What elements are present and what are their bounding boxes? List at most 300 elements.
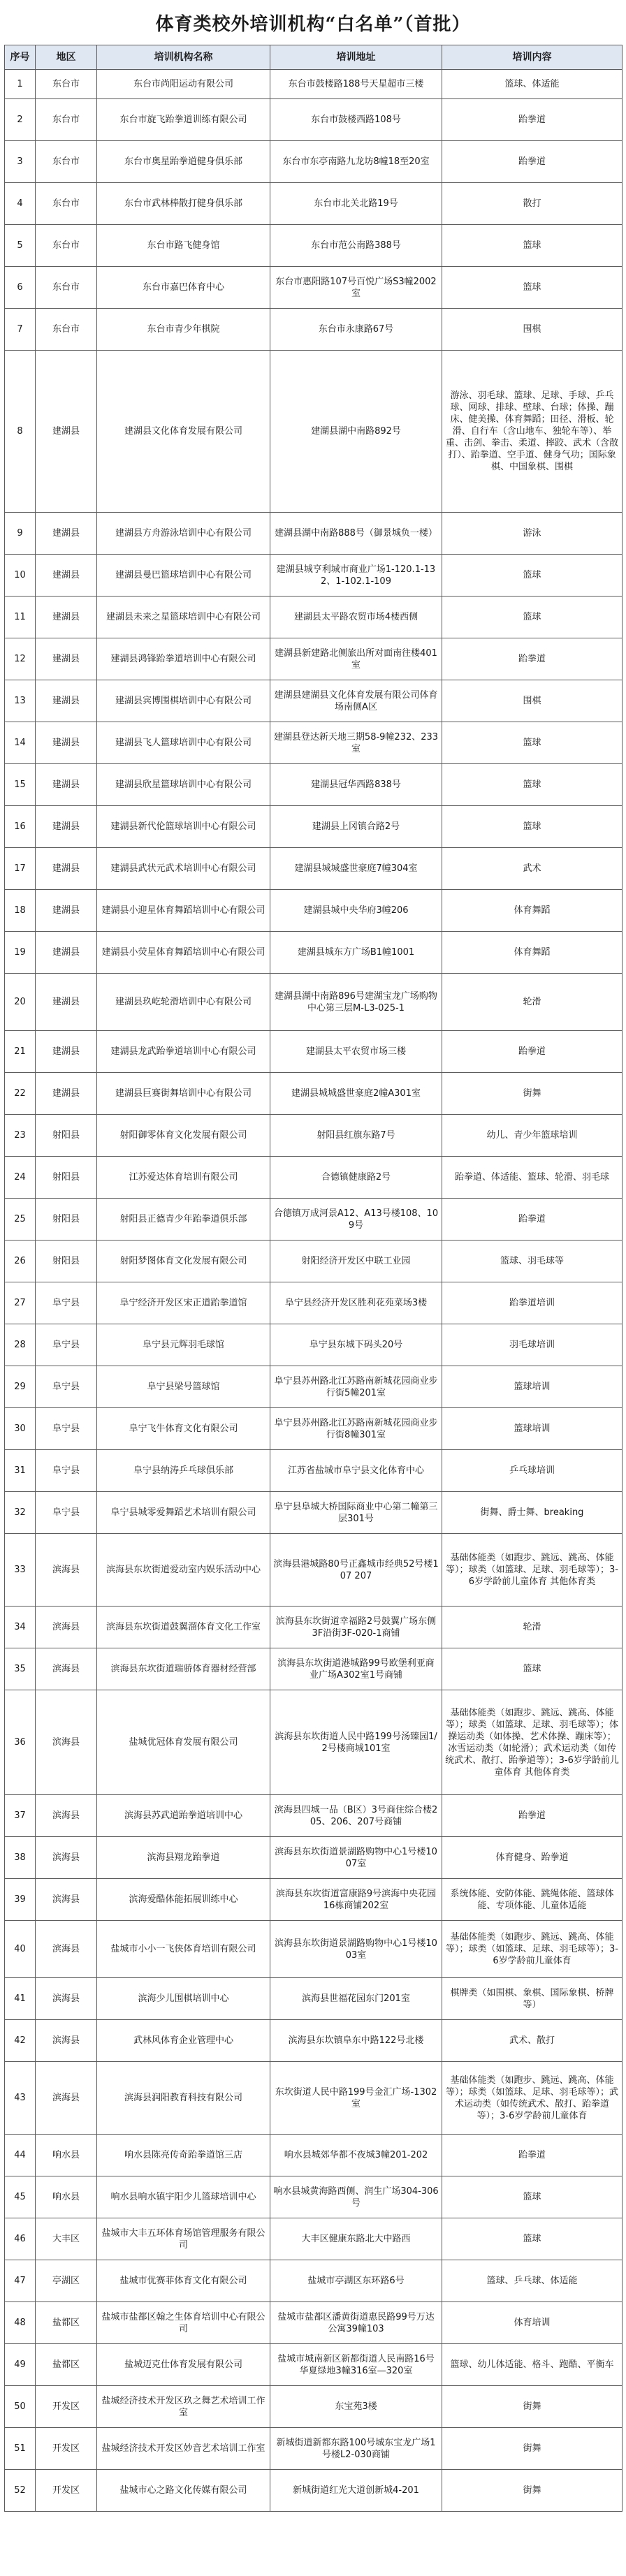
cell-address: 射阳县红旗东路7号	[270, 1115, 442, 1157]
cell-address: 合德镇健康路2号	[270, 1157, 442, 1199]
cell-content: 篮球	[442, 2218, 623, 2260]
header-no: 序号	[5, 45, 36, 70]
cell-no: 39	[5, 1879, 36, 1921]
cell-content: 街舞	[442, 2470, 623, 2512]
table-row	[5, 848, 623, 890]
cell-address: 东台市范公南路388号	[270, 225, 442, 267]
cell-address: 滨海县东坎街道幸福路2号鼓翼广场东侧3F沿街3F-020-1商铺	[270, 1607, 442, 1648]
cell-content: 跆拳道	[442, 2135, 623, 2176]
cell-no: 49	[5, 2344, 36, 2386]
cell-name: 滨海县东坎街道瑞骄体育器材经营部	[97, 1648, 270, 1690]
cell-content: 跆拳道	[442, 1199, 623, 1241]
cell-name: 射阳县正德青少年跆拳道俱乐部	[97, 1199, 270, 1241]
cell-address: 东台市鼓楼西路108号	[270, 99, 442, 141]
cell-no: 50	[5, 2386, 36, 2428]
cell-region: 滨海县	[36, 1690, 97, 1795]
table-row	[5, 2218, 623, 2260]
page-title: 体育类校外培训机构“白名单”（首批）	[155, 13, 471, 35]
cell-name: 盐城经济技术开发区妙音艺术培训工作室	[97, 2428, 270, 2470]
cell-no: 41	[5, 1978, 36, 2020]
header-name: 培训机构名称	[97, 45, 270, 70]
cell-name: 东台市奥星跆拳道健身俱乐部	[97, 141, 270, 183]
table-row	[5, 513, 623, 555]
cell-address: 滨海县东坎街道景湖路购物中心1号楼1003室	[270, 1921, 442, 1978]
cell-address: 大丰区健康东路北大中路西	[270, 2218, 442, 2260]
cell-no: 8	[5, 351, 36, 513]
cell-content: 轮滑	[442, 974, 623, 1031]
cell-address: 建湖县登达新天地三期58-9幢232、233室	[270, 722, 442, 764]
cell-no: 45	[5, 2176, 36, 2218]
table-row	[5, 555, 623, 597]
cell-content: 基础体能类（如跑步、跳远、跳高、体能等）；球类（如篮球、足球、羽毛球等）；武术运动类（如传统武术、散打、跆拳道等）；3-6岁学龄前儿童体育	[442, 2062, 623, 2135]
cell-region: 滨海县	[36, 1837, 97, 1879]
cell-region: 建湖县	[36, 974, 97, 1031]
cell-name: 东台市旋飞跆拳道训练有限公司	[97, 99, 270, 141]
cell-address: 滨海县东坎镇阜东中路122号北楼	[270, 2020, 442, 2062]
cell-content: 街舞、爵士舞、breaking	[442, 1492, 623, 1534]
cell-no: 12	[5, 638, 36, 680]
cell-address: 建湖县城中央华府3幢206	[270, 890, 442, 932]
cell-content: 游泳	[442, 513, 623, 555]
cell-content: 跆拳道	[442, 1795, 623, 1837]
cell-region: 滨海县	[36, 2020, 97, 2062]
cell-no: 48	[5, 2302, 36, 2344]
cell-region: 开发区	[36, 2470, 97, 2512]
cell-region: 滨海县	[36, 1921, 97, 1978]
cell-name: 建湖县巨赛街舞培训中心有限公司	[97, 1073, 270, 1115]
cell-content: 棋牌类（如围棋、象棋、国际象棋、桥牌等）	[442, 1978, 623, 2020]
cell-no: 47	[5, 2260, 36, 2302]
cell-region: 射阳县	[36, 1241, 97, 1282]
cell-no: 27	[5, 1282, 36, 1324]
table-row	[5, 2344, 623, 2386]
cell-name: 射阳御零体育文化发展有限公司	[97, 1115, 270, 1157]
header-row	[5, 45, 623, 70]
cell-name: 东台市路飞健身馆	[97, 225, 270, 267]
table-row	[5, 2135, 623, 2176]
cell-content: 游泳、羽毛球、篮球、足球、手球、乒乓球、网球、排球、壁球、台球；体操、蹦床、健美操、体育舞蹈；田径、滑板、轮滑、自行车（含山地车、独轮车等）、举重、击剑、拳击、柔道、摔跤、武术（含散打）、跆拳道、空手道、健身气功；国际象棋、中国象棋、围棋	[442, 351, 623, 513]
table-row	[5, 1157, 623, 1199]
cell-region: 射阳县	[36, 1199, 97, 1241]
cell-content: 篮球	[442, 597, 623, 638]
cell-name: 建湖县小迎星体育舞蹈培训中心有限公司	[97, 890, 270, 932]
cell-name: 建湖县曼巴篮球培训中心有限公司	[97, 555, 270, 597]
cell-name: 武林风体育企业管理中心	[97, 2020, 270, 2062]
cell-region: 射阳县	[36, 1115, 97, 1157]
table-row	[5, 2386, 623, 2428]
cell-name: 滨海县润阳教育科技有限公司	[97, 2062, 270, 2135]
table-row	[5, 1324, 623, 1366]
table-row	[5, 806, 623, 848]
cell-address: 建湖县城东方广场B1幢1001	[270, 932, 442, 974]
cell-address: 建湖县城城盛世豪庭7幢304室	[270, 848, 442, 890]
cell-address: 滨海县东坎街道港城路99号欧堡利亚商业广场A302室1号商铺	[270, 1648, 442, 1690]
cell-region: 建湖县	[36, 764, 97, 806]
cell-name: 滨海县翔龙跆拳道	[97, 1837, 270, 1879]
cell-address: 盐城市亭湖区东环路6号	[270, 2260, 442, 2302]
cell-name: 滨海爱酷体能拓展训练中心	[97, 1879, 270, 1921]
table-row	[5, 141, 623, 183]
cell-region: 建湖县	[36, 932, 97, 974]
cell-address: 阜宁县苏州路北江苏路南新城花园商业步行街5幢201室	[270, 1366, 442, 1408]
table-row	[5, 1073, 623, 1115]
cell-content: 篮球	[442, 225, 623, 267]
cell-address: 盐城市盐都区潘黄街道惠民路99号万达公寓39幢103	[270, 2302, 442, 2344]
table-row	[5, 890, 623, 932]
table-row	[5, 1921, 623, 1978]
cell-region: 滨海县	[36, 1795, 97, 1837]
cell-no: 16	[5, 806, 36, 848]
cell-no: 25	[5, 1199, 36, 1241]
cell-content: 体育健身、跆拳道	[442, 1837, 623, 1879]
cell-no: 19	[5, 932, 36, 974]
cell-content: 基础体能类（如跑步、跳远、跳高、体能等）；球类（如篮球、足球、羽毛球等）；3-6岁学龄前儿童体育 其他体育类	[442, 1534, 623, 1607]
cell-address: 江苏省盐城市阜宁县文化体育中心	[270, 1450, 442, 1492]
table-row	[5, 1648, 623, 1690]
cell-region: 盐都区	[36, 2344, 97, 2386]
cell-address: 建湖县新建路北侧旅出所对面南往楼401室	[270, 638, 442, 680]
table-row	[5, 974, 623, 1031]
cell-content: 系统体能、安防体能、跳绳体能、篮球体能、专项体能、儿童体适能	[442, 1879, 623, 1921]
table-row	[5, 1199, 623, 1241]
cell-no: 46	[5, 2218, 36, 2260]
table-row	[5, 309, 623, 351]
cell-no: 15	[5, 764, 36, 806]
cell-content: 围棋	[442, 309, 623, 351]
table-row	[5, 225, 623, 267]
cell-content: 篮球、幼儿体适能、格斗、跑酷、平衡车	[442, 2344, 623, 2386]
cell-content: 跆拳道、体适能、篮球、轮滑、羽毛球	[442, 1157, 623, 1199]
cell-name: 建湖县宾博围棋培训中心有限公司	[97, 680, 270, 722]
table-row	[5, 1408, 623, 1450]
cell-content: 幼儿、青少年篮球培训	[442, 1115, 623, 1157]
cell-name: 盐城迈克仕体育发展有限公司	[97, 2344, 270, 2386]
cell-region: 阜宁县	[36, 1324, 97, 1366]
cell-no: 31	[5, 1450, 36, 1492]
cell-region: 开发区	[36, 2428, 97, 2470]
cell-no: 43	[5, 2062, 36, 2135]
cell-address: 滨海县世福花园东门201室	[270, 1978, 442, 2020]
table-row	[5, 1837, 623, 1879]
table-row	[5, 2062, 623, 2135]
cell-name: 盐城市小小一飞侠体育培训有限公司	[97, 1921, 270, 1978]
cell-region: 阜宁县	[36, 1366, 97, 1408]
cell-no: 10	[5, 555, 36, 597]
cell-address: 建湖县城城盛世豪庭2幢A301室	[270, 1073, 442, 1115]
cell-region: 东台市	[36, 309, 97, 351]
header-region: 地区	[36, 45, 97, 70]
cell-content: 篮球培训	[442, 1366, 623, 1408]
table-row	[5, 1879, 623, 1921]
cell-region: 滨海县	[36, 2062, 97, 2135]
cell-content: 跆拳道	[442, 1031, 623, 1073]
cell-content: 篮球	[442, 764, 623, 806]
cell-address: 东台市北关北路19号	[270, 183, 442, 225]
cell-name: 阜宁县纳涛乒乓球俱乐部	[97, 1450, 270, 1492]
table-row	[5, 183, 623, 225]
cell-address: 建湖县湖中南路896号建湖宝龙广场购物中心第三层M-L3-025-1	[270, 974, 442, 1031]
cell-no: 38	[5, 1837, 36, 1879]
cell-region: 滨海县	[36, 1607, 97, 1648]
table-body	[5, 70, 623, 2512]
cell-region: 建湖县	[36, 806, 97, 848]
cell-address: 响水县城郊华都不夜城3幢201-202	[270, 2135, 442, 2176]
cell-address: 响水县城黄海路西侧、润生广场304-306号	[270, 2176, 442, 2218]
cell-no: 14	[5, 722, 36, 764]
cell-no: 26	[5, 1241, 36, 1282]
cell-content: 散打	[442, 183, 623, 225]
cell-region: 建湖县	[36, 848, 97, 890]
cell-name: 盐城市优赛菲体育文化有限公司	[97, 2260, 270, 2302]
cell-content: 围棋	[442, 680, 623, 722]
table-row	[5, 1282, 623, 1324]
table-row	[5, 932, 623, 974]
cell-name: 盐城市大丰五环体育场馆管理服务有限公司	[97, 2218, 270, 2260]
cell-address: 建湖县冠华西路838号	[270, 764, 442, 806]
table-row	[5, 1534, 623, 1607]
cell-region: 阜宁县	[36, 1450, 97, 1492]
cell-address: 滨海县东坎街道景湖路购物中心1号楼1007室	[270, 1837, 442, 1879]
cell-region: 建湖县	[36, 555, 97, 597]
cell-no: 28	[5, 1324, 36, 1366]
cell-region: 东台市	[36, 267, 97, 309]
cell-address: 建湖县湖中南路892号	[270, 351, 442, 513]
cell-address: 东宝苑3楼	[270, 2386, 442, 2428]
cell-region: 建湖县	[36, 513, 97, 555]
cell-content: 基础体能类（如跑步、跳远、跳高、体能等）；球类（如篮球、足球、羽毛球等）；体操运动类（如体操、艺术体操、蹦床等）；冰雪运动类（如轮滑）；武术运动类（如传统武术、散打、跆拳道等）；3-6岁学龄前儿童体育 其他体育类	[442, 1690, 623, 1795]
table-row	[5, 1115, 623, 1157]
cell-region: 东台市	[36, 99, 97, 141]
cell-region: 阜宁县	[36, 1492, 97, 1534]
cell-no: 42	[5, 2020, 36, 2062]
cell-region: 响水县	[36, 2135, 97, 2176]
cell-content: 篮球、体适能	[442, 70, 623, 99]
cell-name: 建湖县鸿锋跆拳道培训中心有限公司	[97, 638, 270, 680]
cell-no: 17	[5, 848, 36, 890]
cell-region: 东台市	[36, 141, 97, 183]
cell-name: 建湖县小荧星体育舞蹈培训中心有限公司	[97, 932, 270, 974]
cell-name: 阜宁飞牛体育文化有限公司	[97, 1408, 270, 1450]
cell-no: 13	[5, 680, 36, 722]
cell-content: 体育舞蹈	[442, 890, 623, 932]
cell-no: 7	[5, 309, 36, 351]
cell-name: 滨海县东坎街道鼓翼溜体育文化工作室	[97, 1607, 270, 1648]
cell-name: 盐城优冠体育发展有限公司	[97, 1690, 270, 1795]
cell-name: 射阳梦图体育文化发展有限公司	[97, 1241, 270, 1282]
cell-region: 阜宁县	[36, 1408, 97, 1450]
cell-region: 建湖县	[36, 680, 97, 722]
table-row	[5, 2470, 623, 2512]
cell-region: 滨海县	[36, 1534, 97, 1607]
cell-content: 轮滑	[442, 1607, 623, 1648]
cell-name: 响水县响水镇宇阳少儿篮球培训中心	[97, 2176, 270, 2218]
cell-name: 建湖县武状元武术培训中心有限公司	[97, 848, 270, 890]
cell-region: 东台市	[36, 70, 97, 99]
cell-name: 阜宁县梁号篮球馆	[97, 1366, 270, 1408]
table-row	[5, 722, 623, 764]
cell-region: 滨海县	[36, 1648, 97, 1690]
cell-no: 18	[5, 890, 36, 932]
cell-name: 阜宁县城零爱舞蹈艺术培训有限公司	[97, 1492, 270, 1534]
table-row	[5, 597, 623, 638]
cell-name: 东台市青少年棋院	[97, 309, 270, 351]
cell-region: 大丰区	[36, 2218, 97, 2260]
cell-no: 32	[5, 1492, 36, 1534]
cell-no: 3	[5, 141, 36, 183]
cell-region: 东台市	[36, 183, 97, 225]
cell-region: 东台市	[36, 225, 97, 267]
cell-name: 滨海少儿围棋培训中心	[97, 1978, 270, 2020]
table-row	[5, 70, 623, 99]
cell-no: 5	[5, 225, 36, 267]
cell-address: 阜宁县经济开发区胜利花苑菜场3楼	[270, 1282, 442, 1324]
table-row	[5, 1492, 623, 1534]
cell-content: 篮球	[442, 722, 623, 764]
cell-content: 乒乓球培训	[442, 1450, 623, 1492]
cell-no: 23	[5, 1115, 36, 1157]
table-row	[5, 1607, 623, 1648]
cell-content: 街舞	[442, 1073, 623, 1115]
cell-name: 阜宁县元辉羽毛球馆	[97, 1324, 270, 1366]
cell-address: 新城街道红光大道创新城4-201	[270, 2470, 442, 2512]
cell-region: 建湖县	[36, 1031, 97, 1073]
table-row	[5, 1795, 623, 1837]
table-row	[5, 680, 623, 722]
table-row	[5, 2020, 623, 2062]
cell-no: 2	[5, 99, 36, 141]
table-row	[5, 764, 623, 806]
cell-region: 开发区	[36, 2386, 97, 2428]
cell-name: 江苏爱达体育培训有限公司	[97, 1157, 270, 1199]
table-row	[5, 1978, 623, 2020]
cell-no: 52	[5, 2470, 36, 2512]
cell-name: 建湖县文化体育发展有限公司	[97, 351, 270, 513]
cell-region: 滨海县	[36, 1978, 97, 2020]
cell-no: 37	[5, 1795, 36, 1837]
cell-address: 东台市永康路67号	[270, 309, 442, 351]
cell-address: 东台市惠阳路107号百悦广场S3幢2002室	[270, 267, 442, 309]
cell-region: 建湖县	[36, 890, 97, 932]
cell-region: 建湖县	[36, 351, 97, 513]
cell-address: 阜宁县阜城大桥国际商业中心第二幢第三层301号	[270, 1492, 442, 1534]
whitelist-table	[4, 45, 623, 2512]
cell-content: 篮球	[442, 806, 623, 848]
cell-address: 建湖县建湖县文化体育发展有限公司体育场南侧A区	[270, 680, 442, 722]
cell-no: 44	[5, 2135, 36, 2176]
table-row	[5, 1450, 623, 1492]
cell-name: 建湖县方舟游泳培训中心有限公司	[97, 513, 270, 555]
cell-address: 滨海县港城路80号正鑫城市经典52号楼107 207	[270, 1534, 442, 1607]
cell-address: 建湖县上冈镇合路2号	[270, 806, 442, 848]
cell-content: 武术	[442, 848, 623, 890]
table-row	[5, 1241, 623, 1282]
cell-region: 响水县	[36, 2176, 97, 2218]
cell-name: 建湖县玖屹轮滑培训中心有限公司	[97, 974, 270, 1031]
cell-no: 40	[5, 1921, 36, 1978]
cell-no: 35	[5, 1648, 36, 1690]
cell-no: 6	[5, 267, 36, 309]
cell-region: 盐都区	[36, 2302, 97, 2344]
cell-content: 篮球、羽毛球等	[442, 1241, 623, 1282]
cell-name: 盐城市盐都区翰之生体育培训中心有限公司	[97, 2302, 270, 2344]
table-row	[5, 1690, 623, 1795]
cell-content: 篮球	[442, 2176, 623, 2218]
cell-no: 30	[5, 1408, 36, 1450]
cell-content: 篮球	[442, 555, 623, 597]
cell-address: 阜宁县苏州路北江苏路南新城花园商业步行街8幢301室	[270, 1408, 442, 1450]
cell-region: 建湖县	[36, 638, 97, 680]
table-row	[5, 2176, 623, 2218]
cell-no: 1	[5, 70, 36, 99]
cell-no: 21	[5, 1031, 36, 1073]
cell-content: 体育培训	[442, 2302, 623, 2344]
table-row	[5, 2260, 623, 2302]
cell-name: 盐城市心之路文化传媒有限公司	[97, 2470, 270, 2512]
cell-no: 11	[5, 597, 36, 638]
cell-content: 篮球	[442, 267, 623, 309]
cell-name: 滨海县苏武道跆拳道培训中心	[97, 1795, 270, 1837]
cell-content: 体育舞蹈	[442, 932, 623, 974]
cell-address: 射阳经济开发区中联工业园	[270, 1241, 442, 1282]
cell-region: 建湖县	[36, 1073, 97, 1115]
cell-no: 24	[5, 1157, 36, 1199]
cell-address: 东台市鼓楼路188号天星超市三楼	[270, 70, 442, 99]
cell-content: 篮球	[442, 1648, 623, 1690]
table-row	[5, 351, 623, 513]
table-row	[5, 99, 623, 141]
table-row	[5, 2428, 623, 2470]
cell-no: 29	[5, 1366, 36, 1408]
cell-address: 滨海县四城一品（B区）3号商住综合楼205、206、207号商铺	[270, 1795, 442, 1837]
cell-no: 36	[5, 1690, 36, 1795]
cell-address: 建湖县太平农贸市场三楼	[270, 1031, 442, 1073]
cell-region: 射阳县	[36, 1157, 97, 1199]
cell-address: 滨海县东坎街道富康路9号滨海中央花园16栋商铺202室	[270, 1879, 442, 1921]
cell-name: 建湖县龙武跆拳道培训中心有限公司	[97, 1031, 270, 1073]
cell-content: 街舞	[442, 2386, 623, 2428]
cell-name: 盐城经济技术开发区玖之舞艺术培训工作室	[97, 2386, 270, 2428]
cell-no: 4	[5, 183, 36, 225]
cell-name: 建湖县未来之星篮球培训中心有限公司	[97, 597, 270, 638]
cell-address: 建湖县太平路农贸市场4楼西侧	[270, 597, 442, 638]
cell-address: 建湖县城亨利城市商业广场1-120.1-132、1-102.1-109	[270, 555, 442, 597]
cell-no: 51	[5, 2428, 36, 2470]
cell-region: 建湖县	[36, 597, 97, 638]
cell-content: 武术、散打	[442, 2020, 623, 2062]
table-row	[5, 1366, 623, 1408]
header-address: 培训地址	[270, 45, 442, 70]
cell-content: 篮球、乒乓球、体适能	[442, 2260, 623, 2302]
cell-address: 东台市东亭南路九龙坊8幢18至20室	[270, 141, 442, 183]
table-row	[5, 267, 623, 309]
cell-region: 亭湖区	[36, 2260, 97, 2302]
cell-name: 建湖县飞人篮球培训中心有限公司	[97, 722, 270, 764]
table-row	[5, 2302, 623, 2344]
cell-address: 新城街道新都东路100号城东宝龙广场1号楼L2-030商铺	[270, 2428, 442, 2470]
cell-region: 建湖县	[36, 722, 97, 764]
cell-region: 滨海县	[36, 1879, 97, 1921]
cell-no: 34	[5, 1607, 36, 1648]
cell-address: 盐城市城南新区新都街道人民南路16号华夏绿地3幢316室—320室	[270, 2344, 442, 2386]
cell-content: 基础体能类（如跑步、跳远、跳高、体能等）；球类（如篮球、足球、羽毛球等）；3-6岁学龄前儿童体育	[442, 1921, 623, 1978]
cell-name: 建湖县欣星篮球培训中心有限公司	[97, 764, 270, 806]
cell-no: 22	[5, 1073, 36, 1115]
header-content: 培训内容	[442, 45, 623, 70]
cell-no: 33	[5, 1534, 36, 1607]
cell-content: 跆拳道	[442, 638, 623, 680]
cell-address: 滨海县东坎街道人民中路199号汤臻园1/2号楼商城101室	[270, 1690, 442, 1795]
cell-no: 20	[5, 974, 36, 1031]
